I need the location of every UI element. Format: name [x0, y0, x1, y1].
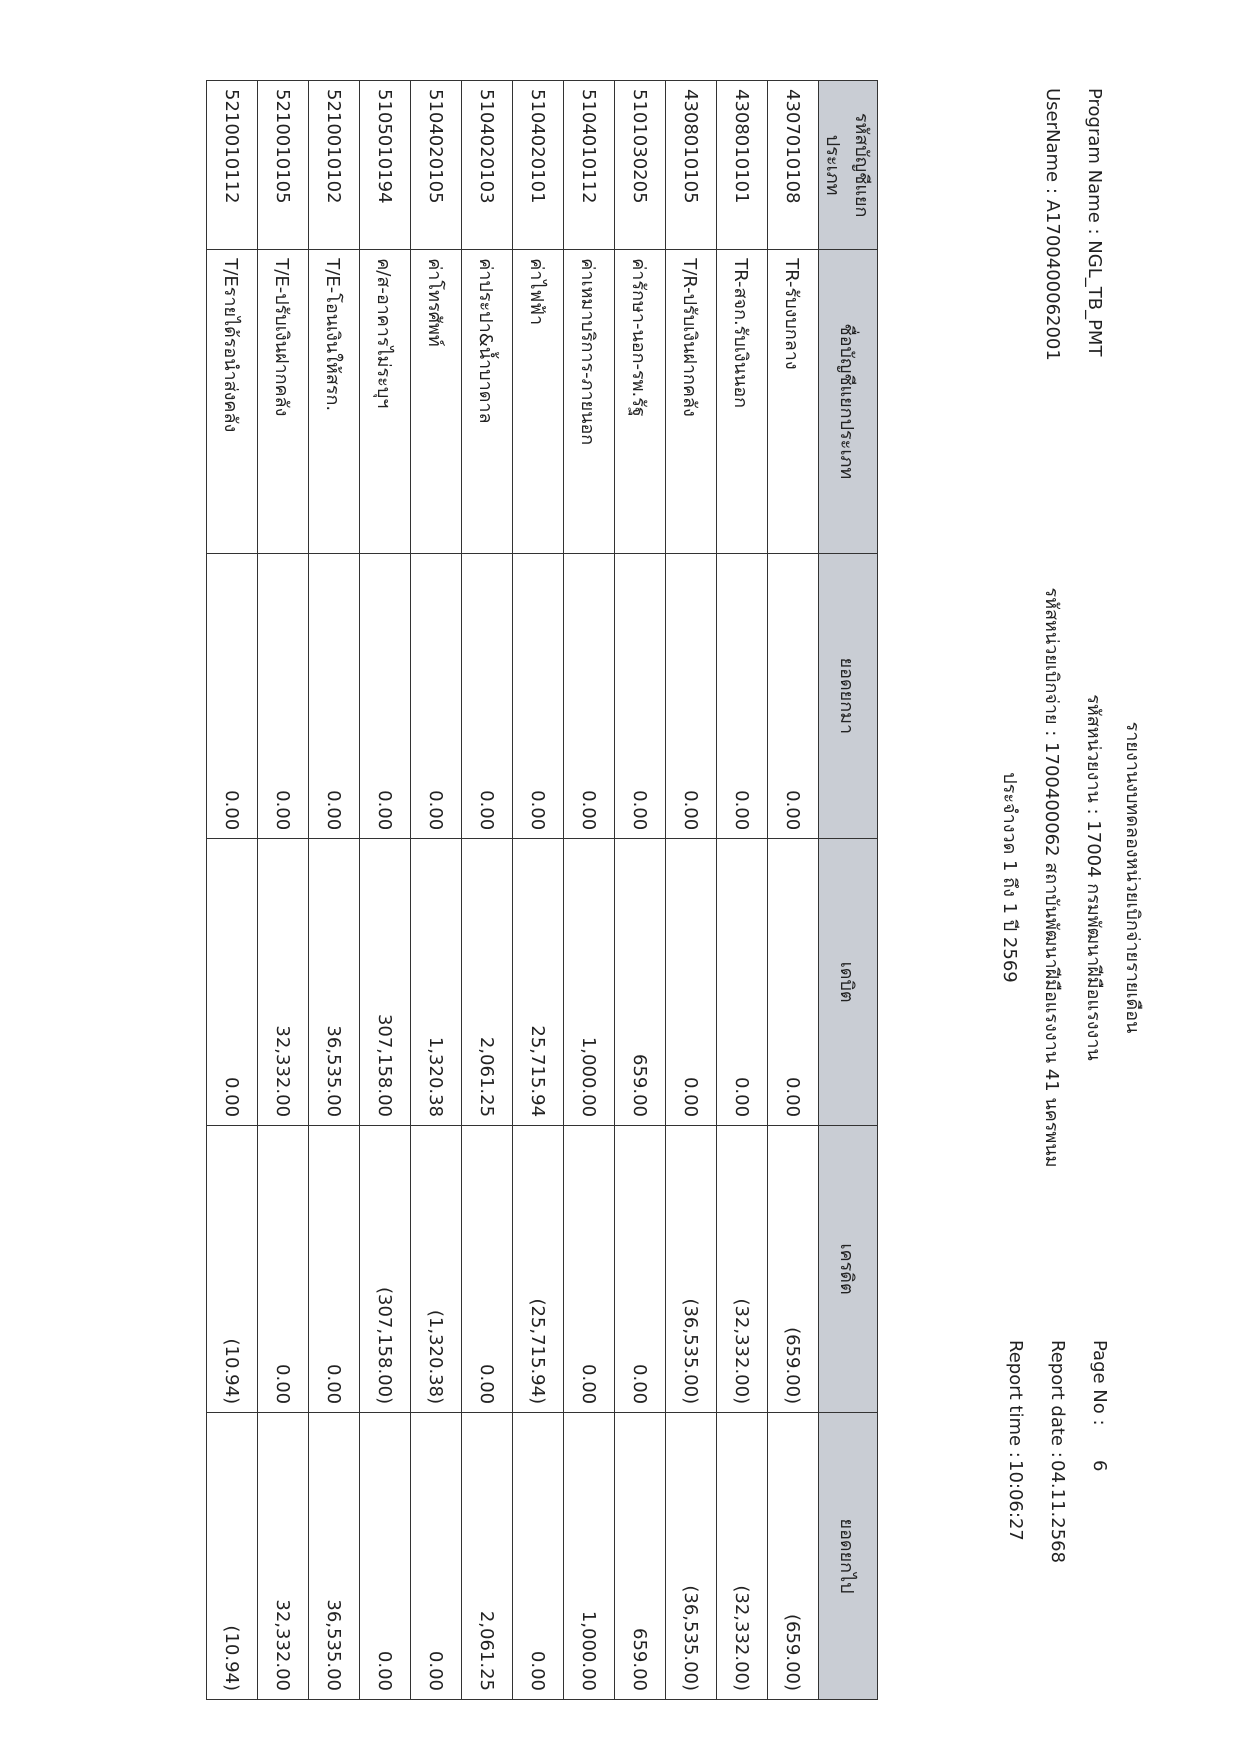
cell-brought-forward: 0.00 — [717, 553, 768, 839]
cell-brought-forward: 0.00 — [309, 553, 360, 839]
table-row — [462, 81, 513, 1700]
cell-account-name: T/R-ปรับเงินฝากคลัง — [666, 250, 717, 553]
table-row — [666, 81, 717, 1700]
report-date-value: 04.11.2568 — [1047, 1460, 1069, 1564]
cell-brought-forward: 0.00 — [564, 553, 615, 839]
table-row — [207, 81, 258, 1700]
cell-account-name: ค่ารักษา-นอก-รพ.รัฐ — [615, 250, 666, 553]
cell-account-name: ค่าไฟฟ้า — [513, 250, 564, 553]
cell-carried-forward: 0.00 — [360, 1413, 411, 1700]
cell-carried-forward: 2,061.25 — [462, 1413, 513, 1700]
cell-account-name: T/E-ปรับเงินฝากคลัง — [258, 250, 309, 553]
cell-account-name: ค่าเหมาบริการ-ภายนอก — [564, 250, 615, 553]
cell-account-code: 5104020103 — [462, 81, 513, 250]
cell-account-code: 5101030205 — [615, 81, 666, 250]
cell-credit: 0.00 — [564, 1126, 615, 1413]
cell-credit: (25,715.94) — [513, 1126, 564, 1413]
cell-brought-forward: 0.00 — [513, 553, 564, 839]
cell-debit: 1,320.38 — [411, 839, 462, 1126]
cell-brought-forward: 0.00 — [615, 553, 666, 839]
cell-account-code: 5210010102 — [309, 81, 360, 250]
cell-brought-forward: 0.00 — [207, 553, 258, 839]
cell-debit: 36,535.00 — [309, 839, 360, 1126]
header-account-code: รหัสบัญชีแยกประเภท — [819, 81, 878, 250]
cell-brought-forward: 0.00 — [411, 553, 462, 839]
cell-carried-forward: 0.00 — [411, 1413, 462, 1700]
cell-debit: 0.00 — [717, 839, 768, 1126]
cell-carried-forward: 36,535.00 — [309, 1413, 360, 1700]
cell-account-code: 5104010112 — [564, 81, 615, 250]
header-account-name: ชื่อบัญชีแยกประเภท — [819, 250, 878, 553]
cell-carried-forward: 659.00 — [615, 1413, 666, 1700]
cell-credit: (1,320.38) — [411, 1126, 462, 1413]
cell-brought-forward: 0.00 — [360, 553, 411, 839]
cell-debit: 659.00 — [615, 839, 666, 1126]
cell-brought-forward: 0.00 — [768, 553, 819, 839]
table-row — [411, 81, 462, 1700]
report-title: รายงานงบทดลองหน่วยเบิกจ่ายรายเดือน — [1122, 721, 1143, 1034]
cell-credit: (307,158.00) — [360, 1126, 411, 1413]
table-header — [819, 81, 878, 1700]
cell-credit: (36,535.00) — [666, 1126, 717, 1413]
cell-debit: 2,061.25 — [462, 839, 513, 1126]
header-brought-forward: ยอดยกมา — [819, 553, 878, 839]
program-name: Program Name : NGL_TB_PMT — [1084, 88, 1105, 357]
report-date-label: Report date : — [1047, 1340, 1069, 1458]
header-carried-forward: ยอดยกไป — [819, 1413, 878, 1700]
trial-balance-table — [206, 80, 878, 1700]
cell-debit: 32,332.00 — [258, 839, 309, 1126]
cell-brought-forward: 0.00 — [462, 553, 513, 839]
table-row — [309, 81, 360, 1700]
cell-debit: 307,158.00 — [360, 839, 411, 1126]
page-no-value: 6 — [1089, 1460, 1111, 1472]
cell-credit: 0.00 — [258, 1126, 309, 1413]
cell-account-name: ค/ส-อาคารไม่ระบุฯ — [360, 250, 411, 553]
cell-account-code: 4307010108 — [768, 81, 819, 250]
cell-carried-forward: (10.94) — [207, 1413, 258, 1700]
cell-credit: 0.00 — [462, 1126, 513, 1413]
cell-debit: 0.00 — [768, 839, 819, 1126]
cell-account-code: 5104020105 — [411, 81, 462, 250]
table-row — [768, 81, 819, 1700]
report-date-block — [1037, 1340, 1079, 1563]
period-line: ประจำงวด 1 ถึง 1 ปี 2569 — [999, 772, 1020, 983]
report-time-value: 10:06:27 — [1005, 1460, 1027, 1541]
cell-credit: (659.00) — [768, 1126, 819, 1413]
table-row — [615, 81, 666, 1700]
table-row — [717, 81, 768, 1700]
page-no-label: Page No : — [1089, 1340, 1111, 1426]
cell-account-name: ค่าโทรศัพท์ — [411, 250, 462, 553]
page-number-block — [1079, 1340, 1121, 1471]
cell-account-name: ค่าประปา&น้ำบาดาล — [462, 250, 513, 553]
cell-debit: 0.00 — [666, 839, 717, 1126]
cell-brought-forward: 0.00 — [666, 553, 717, 839]
cell-account-name: T/E-โอนเงินให้สรก. — [309, 250, 360, 553]
cell-account-code: 5105010194 — [360, 81, 411, 250]
header-credit: เครดิต — [819, 1126, 878, 1413]
cell-carried-forward: (659.00) — [768, 1413, 819, 1700]
cell-account-code: 5104020101 — [513, 81, 564, 250]
cell-carried-forward: (32,332.00) — [717, 1413, 768, 1700]
report-time-block — [995, 1340, 1037, 1541]
cell-account-code: 4308010101 — [717, 81, 768, 250]
table-row — [564, 81, 615, 1700]
cell-carried-forward: 0.00 — [513, 1413, 564, 1700]
header-debit: เดบิต — [819, 839, 878, 1126]
department-line: รหัสหน่วยงาน : 17004 กรมพัฒนาฝีมือแรงงาน — [1083, 694, 1104, 1061]
cell-credit: (10.94) — [207, 1126, 258, 1413]
table-body — [207, 81, 819, 1700]
user-name: UserName : A1700400062001 — [1042, 88, 1063, 361]
cell-credit: 0.00 — [615, 1126, 666, 1413]
cell-account-name: TR-รับงบกลาง — [768, 250, 819, 553]
table-row — [360, 81, 411, 1700]
cell-carried-forward: (36,535.00) — [666, 1413, 717, 1700]
cell-account-name: TR-สจก.รับเงินนอก — [717, 250, 768, 553]
disbursing-unit-line: รหัสหน่วยเบิกจ่าย : 1700400062 สถาบันพัฒนาฝีมือแรงงาน 41 นครพนม — [1041, 587, 1062, 1168]
cell-debit: 0.00 — [207, 839, 258, 1126]
cell-account-name: T/Eรายได้รอนำส่งคลัง — [207, 250, 258, 553]
cell-brought-forward: 0.00 — [258, 553, 309, 839]
cell-credit: (32,332.00) — [717, 1126, 768, 1413]
cell-credit: 0.00 — [309, 1126, 360, 1413]
report-time-label: Report time : — [1005, 1340, 1027, 1458]
cell-debit: 25,715.94 — [513, 839, 564, 1126]
table-row — [258, 81, 309, 1700]
cell-account-code: 5210010105 — [258, 81, 309, 250]
cell-carried-forward: 32,332.00 — [258, 1413, 309, 1700]
cell-account-code: 4308010105 — [666, 81, 717, 250]
cell-account-code: 5210010112 — [207, 81, 258, 250]
cell-debit: 1,000.00 — [564, 839, 615, 1126]
cell-carried-forward: 1,000.00 — [564, 1413, 615, 1700]
table-row — [513, 81, 564, 1700]
